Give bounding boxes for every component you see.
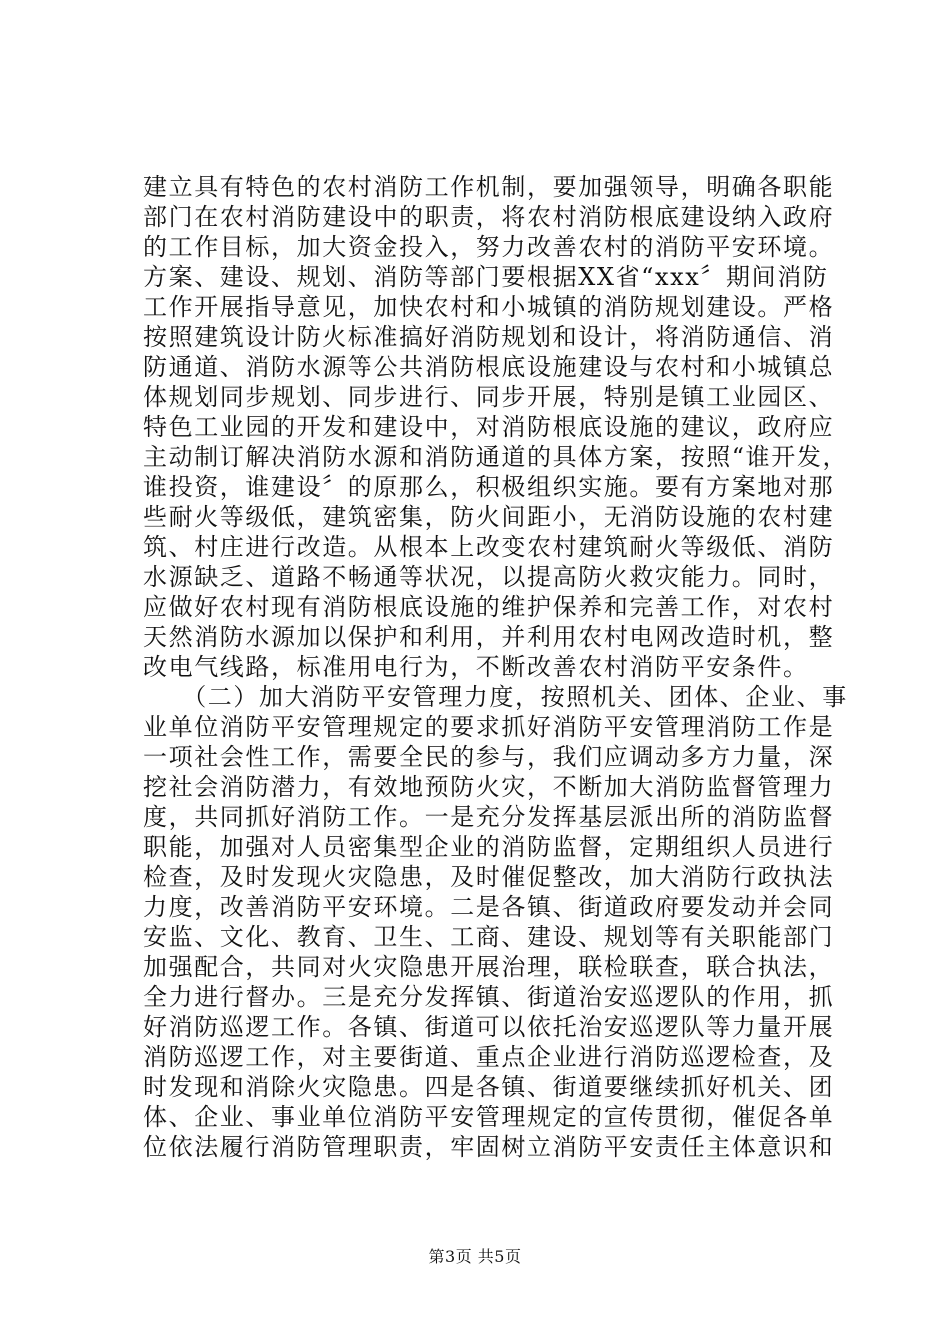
text-line: 筑、村庄进行改造。从根本上改变农村建筑耐火等级低、消防: [143, 533, 835, 561]
text-line: 些耐火等级低，建筑密集，防火间距小，无消防设施的农村建: [143, 503, 835, 531]
text-line: 安监、文化、教育、卫生、工商、建设、规划等有关职能部门: [143, 923, 835, 951]
text-line: 业单位消防平安管理规定的要求抓好消防平安管理消防工作是: [143, 713, 835, 741]
text-line: 体规划同步规划、同步进行、同步开展，特别是镇工业园区、: [143, 383, 835, 411]
text-line: 建立具有特色的农村消防工作机制，要加强领导，明确各职能: [143, 173, 835, 201]
text-line: 职能，加强对人员密集型企业的消防监督，定期组织人员进行: [143, 833, 835, 861]
text-line: 方案、建设、规划、消防等部门要根据XX省“xxx〞期间消防: [143, 263, 829, 291]
text-line: 防通道、消防水源等公共消防根底设施建设与农村和小城镇总: [143, 353, 835, 381]
page-footer: 第3页 共5页: [428, 1247, 522, 1266]
text-line: 主动制订解决消防水源和消防通道的具体方案，按照“谁开发，: [143, 443, 849, 471]
text-line: 水源缺乏、道路不畅通等状况，以提高防火救灾能力。同时，: [143, 563, 835, 591]
text-line: 位依法履行消防管理职责，牢固树立消防平安责任主体意识和: [143, 1133, 835, 1161]
text-line: 改电气线路，标准用电行为，不断改善农村消防平安条件。: [143, 653, 809, 681]
body-text: [143, 172, 849, 1162]
text-line: 全力进行督办。三是充分发挥镇、街道治安巡逻队的作用，抓: [143, 983, 835, 1011]
text-line: 检查，及时发现火灾隐患，及时催促整改，加大消防行政执法: [143, 863, 835, 891]
text-line: 一项社会性工作，需要全民的参与，我们应调动多方力量，深: [143, 743, 835, 771]
text-line: 工作开展指导意见，加快农村和小城镇的消防规划建设。严格: [143, 293, 835, 321]
text-line: 时发现和消除火灾隐患。四是各镇、街道要继续抓好机关、团: [143, 1073, 835, 1101]
text-line: 谁投资，谁建设〞的原那么，积极组织实施。要有方案地对那: [143, 473, 835, 501]
text-line: 好消防巡逻工作。各镇、街道可以依托治安巡逻队等力量开展: [143, 1013, 835, 1041]
text-line: 按照建筑设计防火标准搞好消防规划和设计，将消防通信、消: [143, 323, 835, 351]
text-line: 应做好农村现有消防根底设施的维护保养和完善工作，对农村: [143, 593, 835, 621]
text-line: 天然消防水源加以保护和利用，并利用农村电网改造时机，整: [143, 623, 835, 651]
text-line: 挖社会消防潜力，有效地预防火灾，不断加大消防监督管理力: [143, 773, 835, 801]
text-line: （二）加大消防平安管理力度，按照机关、团体、企业、事: [143, 683, 848, 711]
text-line: 部门在农村消防建设中的职责，将农村消防根底建设纳入政府: [143, 203, 835, 231]
text-line: 力度，改善消防平安环境。二是各镇、街道政府要发动并会同: [143, 893, 835, 921]
text-line: 加强配合，共同对火灾隐患开展治理，联检联查，联合执法，: [143, 953, 835, 981]
text-line: 消防巡逻工作，对主要街道、重点企业进行消防巡逻检查，及: [143, 1043, 835, 1071]
text-line: 特色工业园的开发和建设中，对消防根底设施的建议，政府应: [143, 413, 835, 441]
text-line: 体、企业、事业单位消防平安管理规定的宣传贯彻，催促各单: [143, 1103, 835, 1131]
text-line: 度，共同抓好消防工作。一是充分发挥基层派出所的消防监督: [143, 803, 835, 831]
text-line: 的工作目标，加大资金投入，努力改善农村的消防平安环境。: [143, 233, 835, 261]
